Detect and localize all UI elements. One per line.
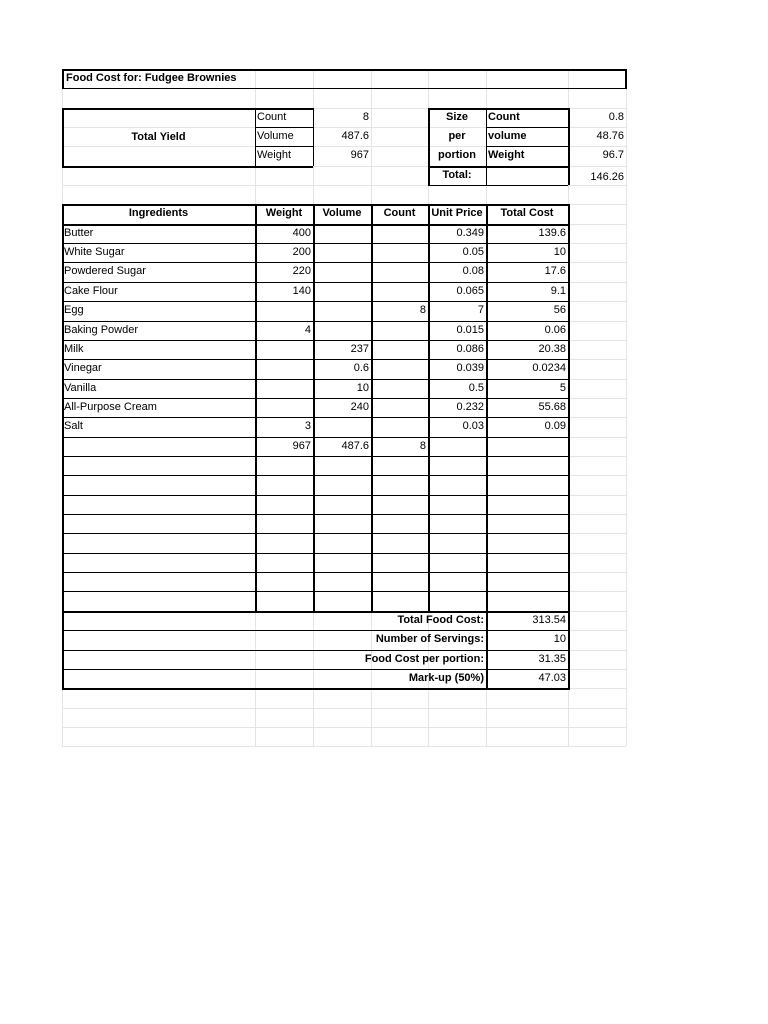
ingredient-cell — [373, 534, 426, 551]
ingredient-cell — [373, 457, 426, 474]
portion-label-line: portion — [438, 149, 476, 162]
ingredient-cell — [373, 573, 426, 590]
ingredient-cell: 8 — [419, 440, 426, 453]
ingredient-cell: 55.68 — [538, 401, 566, 414]
ingredient-cell: 3 — [304, 420, 311, 433]
ingredient-cell — [373, 263, 426, 280]
ingredient-name — [64, 554, 253, 571]
ingredient-cell: 56 — [553, 304, 566, 317]
ingredient-cell: 0.08 — [462, 265, 484, 278]
ingredient-cell — [315, 418, 369, 435]
ingredient-cell — [488, 573, 566, 590]
yield-value-count: 8 — [362, 111, 369, 124]
ingredient-cell: 0.015 — [456, 324, 484, 337]
ingredient-cell — [257, 515, 311, 532]
ingredient-cell: 0.06 — [544, 324, 566, 337]
ingredient-name: Powdered Sugar — [64, 265, 146, 278]
ingredient-cell — [430, 515, 484, 532]
ingredient-cell: 9.1 — [550, 285, 566, 298]
ingredient-cell — [257, 457, 311, 474]
cell-border — [255, 166, 313, 167]
ingredient-cell — [488, 457, 566, 474]
cell-border — [62, 69, 64, 89]
ingredient-cell — [430, 496, 484, 513]
ingredient-cell — [315, 554, 369, 571]
yield-value-weight: 967 — [350, 149, 369, 162]
ingredient-cell — [488, 554, 566, 571]
summary-label: Number of Servings: — [375, 633, 484, 646]
ingredient-name — [64, 476, 253, 493]
ingredient-cell — [315, 263, 369, 280]
ingredient-name — [64, 457, 253, 474]
ingredient-cell — [315, 496, 369, 513]
ingredient-cell — [430, 592, 484, 609]
ingredient-cell — [373, 399, 426, 416]
summary-label: Total Food Cost: — [397, 614, 484, 627]
ingredient-cell: 400 — [292, 227, 311, 240]
portion-value-weight: 96.7 — [602, 149, 624, 162]
ingredient-cell — [373, 283, 426, 300]
ingredient-cell — [315, 515, 369, 532]
ingredient-cell: 17.6 — [544, 265, 566, 278]
cell-border — [62, 88, 626, 89]
portion-name-weight: Weight — [488, 149, 525, 162]
ingredient-cell: 5 — [559, 382, 566, 395]
ingredient-cell — [430, 534, 484, 551]
ingredient-cell — [373, 592, 426, 609]
ingredient-cell — [373, 341, 426, 358]
ingredient-cell — [373, 322, 426, 339]
ingredient-cell — [373, 225, 426, 242]
cell-border — [568, 204, 570, 613]
ingredient-name: Egg — [64, 304, 84, 317]
ingredient-cell — [315, 457, 369, 474]
ingredient-cell: 0.5 — [468, 382, 484, 395]
gridline — [62, 746, 626, 747]
summary-label: Food Cost per portion: — [364, 653, 484, 666]
ingredient-cell — [257, 573, 311, 590]
ingredient-cell — [257, 399, 311, 416]
ingredient-cell: 139.6 — [538, 227, 566, 240]
ingredient-cell — [373, 496, 426, 513]
column-header: Volume — [322, 207, 362, 220]
ingredient-cell: 0.232 — [456, 401, 484, 414]
ingredient-cell — [488, 476, 566, 493]
ingredient-cell: 140 — [292, 285, 311, 298]
yield-name-weight: Weight — [257, 149, 292, 162]
ingredient-name — [64, 534, 253, 551]
portion-label-line: Size — [445, 111, 468, 124]
ingredient-name: Milk — [64, 343, 84, 356]
cell-border — [255, 108, 256, 166]
ingredient-cell — [430, 476, 484, 493]
ingredient-cell — [315, 573, 369, 590]
ingredient-name — [64, 573, 253, 590]
ingredient-cell — [257, 554, 311, 571]
ingredient-cell: 487.6 — [341, 440, 369, 453]
portion-label-line: per — [448, 130, 466, 143]
ingredient-cell — [257, 534, 311, 551]
gridline — [626, 69, 627, 746]
ingredient-cell: 0.05 — [462, 246, 484, 259]
ingredient-name: Vanilla — [64, 382, 97, 395]
ingredient-cell — [373, 380, 426, 397]
ingredient-cell: 10 — [356, 382, 369, 395]
ingredient-name: Vinegar — [64, 362, 102, 375]
ingredient-cell: 0.039 — [456, 362, 484, 375]
ingredient-cell: 0.349 — [456, 227, 484, 240]
ingredient-name — [64, 515, 253, 532]
summary-value: 10 — [553, 633, 566, 646]
ingredient-cell — [257, 341, 311, 358]
cell-border — [625, 69, 627, 89]
summary-value: 313.54 — [532, 614, 566, 627]
yield-value-volume: 487.6 — [341, 130, 369, 143]
ingredient-name: White Sugar — [64, 246, 125, 259]
ingredient-cell — [257, 380, 311, 397]
column-header: Ingredients — [128, 207, 189, 220]
ingredient-cell — [315, 476, 369, 493]
ingredient-cell — [488, 438, 566, 455]
ingredient-cell: 8 — [419, 304, 426, 317]
ingredient-name: All-Purpose Cream — [64, 401, 157, 414]
cell-border — [428, 185, 568, 186]
ingredient-cell: 967 — [292, 440, 311, 453]
portion-total-label: Total: — [442, 169, 472, 182]
ingredient-cell — [373, 418, 426, 435]
ingredient-cell: 200 — [292, 246, 311, 259]
ingredient-name: Baking Powder — [64, 324, 138, 337]
ingredient-cell: 20.38 — [538, 343, 566, 356]
ingredient-cell — [488, 592, 566, 609]
ingredient-cell — [488, 496, 566, 513]
ingredient-name: Butter — [64, 227, 94, 240]
ingredient-cell — [257, 496, 311, 513]
ingredient-cell: 0.03 — [462, 420, 484, 433]
ingredient-cell — [373, 244, 426, 261]
summary-value: 31.35 — [538, 653, 566, 666]
ingredient-cell — [373, 476, 426, 493]
ingredient-cell — [315, 283, 369, 300]
ingredient-cell — [257, 592, 311, 609]
ingredient-cell — [315, 534, 369, 551]
ingredient-cell — [315, 592, 369, 609]
ingredient-cell: 0.086 — [456, 343, 484, 356]
ingredient-name — [64, 496, 253, 513]
ingredient-name — [64, 438, 253, 455]
yield-name-count: Count — [257, 111, 287, 124]
ingredient-cell — [257, 360, 311, 377]
ingredient-cell — [315, 225, 369, 242]
ingredient-cell: 0.09 — [544, 420, 566, 433]
ingredient-cell: 7 — [477, 304, 484, 317]
yield-name-volume: Volume — [257, 130, 294, 143]
portion-name-volume: volume — [488, 130, 527, 143]
total-yield-label: Total Yield — [131, 130, 186, 143]
gridline — [62, 727, 626, 728]
ingredient-cell: 4 — [304, 324, 311, 337]
ingredient-name: Cake Flour — [64, 285, 118, 298]
summary-label: Mark-up (50%) — [408, 672, 484, 685]
portion-value-count: 0.8 — [608, 111, 624, 124]
ingredient-cell — [430, 554, 484, 571]
ingredient-cell: 220 — [292, 265, 311, 278]
summary-value: 47.03 — [538, 672, 566, 685]
portion-value-volume: 48.76 — [596, 130, 624, 143]
ingredient-cell: 0.065 — [456, 285, 484, 298]
cell-border — [62, 688, 568, 690]
ingredient-cell — [257, 476, 311, 493]
ingredient-cell: 0.6 — [353, 362, 369, 375]
ingredient-cell — [430, 573, 484, 590]
gridline — [62, 708, 626, 709]
ingredient-cell — [315, 302, 369, 319]
ingredient-cell: 10 — [553, 246, 566, 259]
column-header: Unit Price — [431, 207, 483, 220]
ingredient-cell — [373, 554, 426, 571]
portion-name-count: Count — [488, 111, 520, 124]
cell-border — [313, 108, 314, 166]
ingredient-cell — [488, 534, 566, 551]
ingredient-cell — [373, 515, 426, 532]
ingredient-cell: 237 — [350, 343, 369, 356]
ingredient-cell — [257, 302, 311, 319]
portion-total-value: 146.26 — [590, 171, 624, 184]
column-header: Total Cost — [500, 207, 554, 220]
ingredient-cell — [315, 244, 369, 261]
column-header: Count — [383, 207, 416, 220]
ingredient-cell: 240 — [350, 401, 369, 414]
ingredient-name — [64, 592, 253, 609]
ingredient-name: Salt — [64, 420, 83, 433]
ingredient-cell — [430, 438, 484, 455]
sheet-title: Food Cost for: Fudgee Brownies — [66, 72, 237, 84]
ingredient-cell — [488, 515, 566, 532]
cell-border — [486, 166, 568, 167]
ingredient-cell — [430, 457, 484, 474]
column-header: Weight — [265, 207, 303, 220]
ingredient-cell — [315, 322, 369, 339]
cell-border — [568, 611, 570, 690]
ingredient-cell: 0.0234 — [532, 362, 566, 375]
ingredient-cell — [373, 360, 426, 377]
